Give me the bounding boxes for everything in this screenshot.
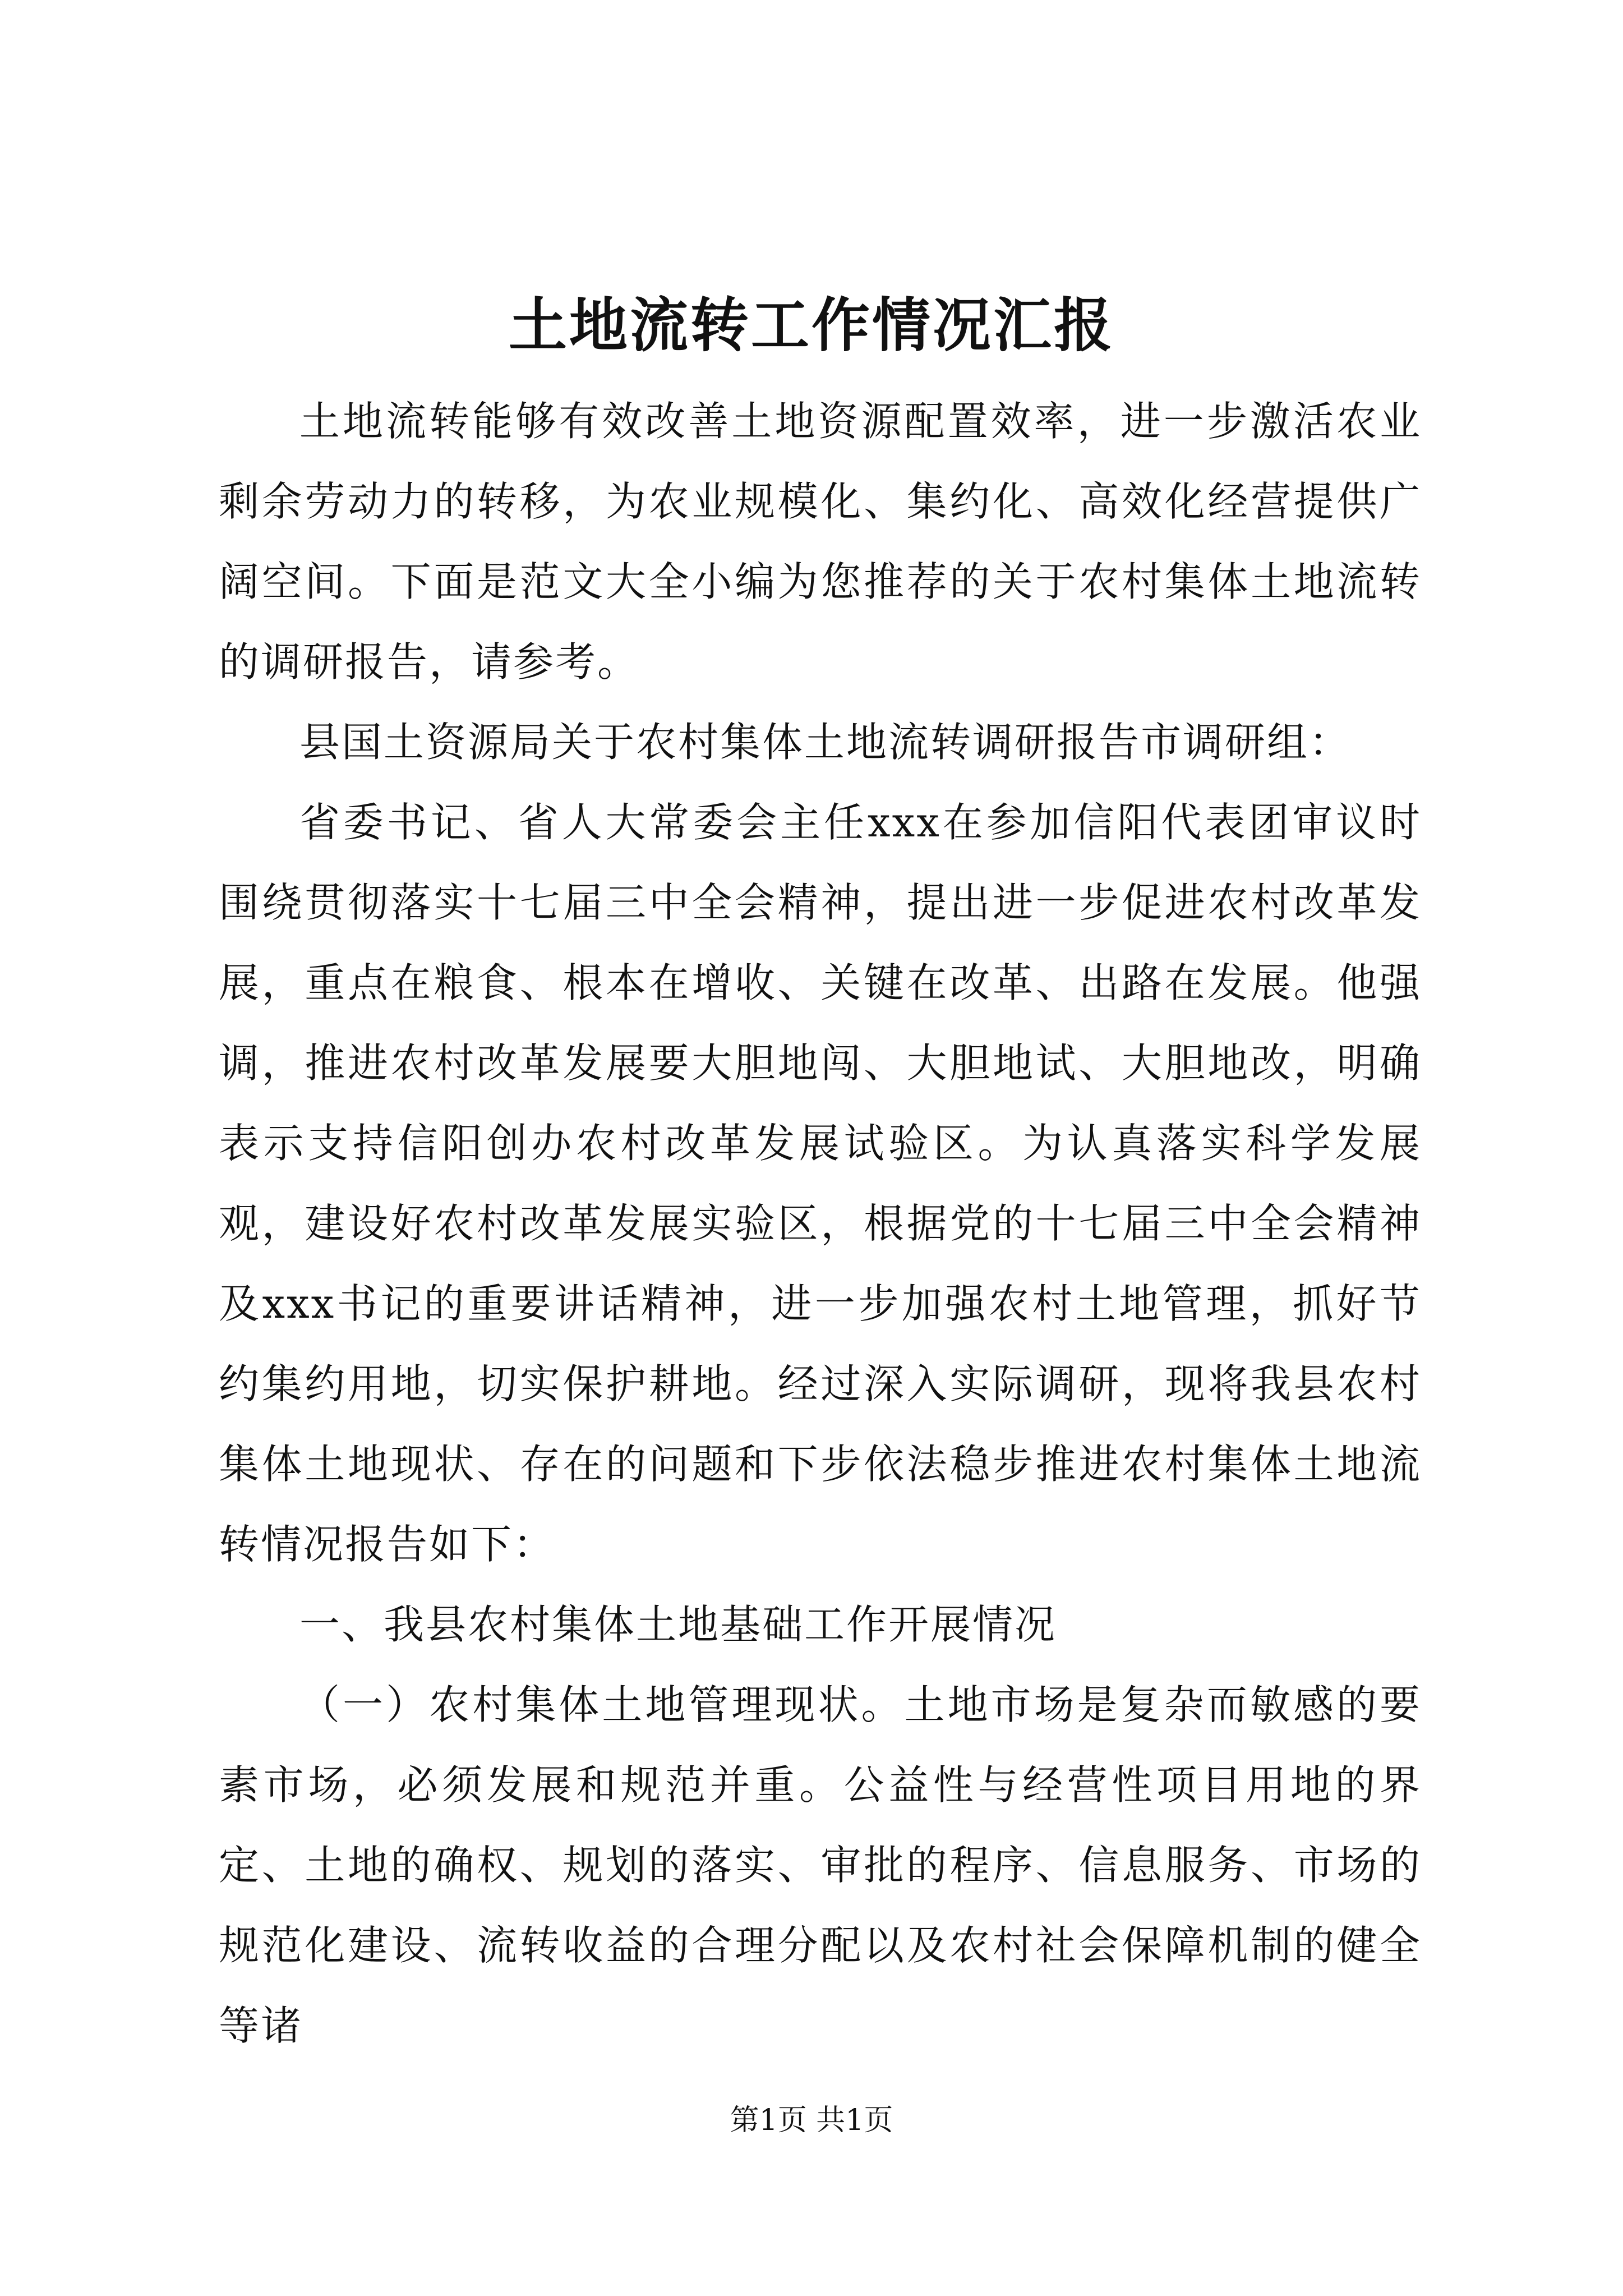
- section-heading-1: 一、我县农村集体土地基础工作开展情况: [299, 1601, 1057, 1648]
- document-title: 土地流转工作情况汇报: [508, 291, 1114, 360]
- paragraph-subsection-1: （一）农村集体土地管理现状。土地市场是复杂而敏感的要素市场，必须发展和规范并重。公益性与经营性项目用地的界定、土地的确权、规划的落实、审批的程序、信息服务、市场的规范化建设、流转收益的合理分配以及农村社会保障机制的健全等诸: [219, 1681, 1422, 2049]
- paragraph-report-heading: 县国土资源局关于农村集体土地流转调研报告市调研组：: [299, 719, 1352, 766]
- paragraph-intro: 土地流转能够有效改善土地资源配置效率，进一步激活农业剩余劳动力的转移，为农业规模化、集约化、高效化经营提供广阔空间。下面是范文大全小编为您推荐的关于农村集体土地流转的调研报告，请参考。: [219, 398, 1422, 685]
- paragraph-main: 省委书记、省人大常委会主任xxx在参加信阳代表团审议时围绕贯彻落实十七届三中全会精神，提出进一步促进农村改革发展，重点在粮食、根本在增收、关键在改革、出路在发展。他强调，推进农村改革发展要大胆地闯、大胆地试、大胆地改，明确表示支持信阳创办农村改革发展试验区。为认真落实科学发展观，建设好农村改革发展实验区，根据党的十七届三中全会精神及xxx书记的重要讲话精神，进一步加强农村土地管理，抓好节约集约用地，切实保护耕地。经过深入实际调研，现将我县农村集体土地现状、存在的问题和下步依法稳步推进农村集体土地流转情况报告如下：: [219, 799, 1422, 1568]
- page-footer: 第1页 共1页: [730, 2104, 893, 2137]
- document-body: [219, 381, 1422, 2066]
